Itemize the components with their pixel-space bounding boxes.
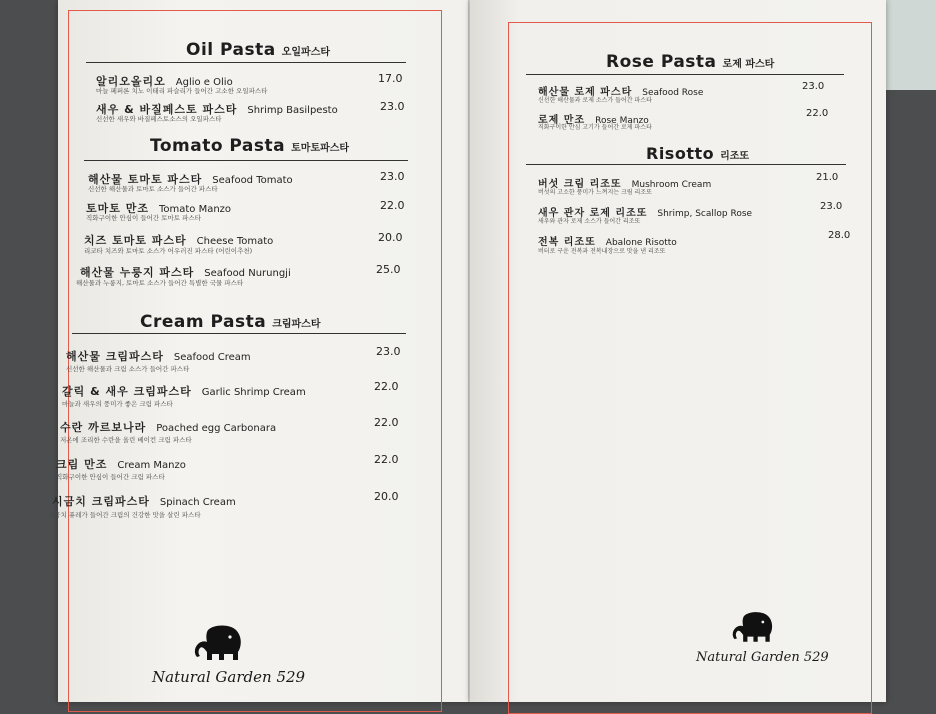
menu-item: 치즈 토마토 파스타 Cheese Tomato [84, 234, 274, 247]
price: 23.0 [802, 81, 825, 92]
brand-name: Natural Garden 529 [152, 668, 306, 686]
menu-item: 전복 리조또 Abalone Risotto [538, 237, 677, 248]
price: 21.0 [816, 172, 839, 183]
price: 22.0 [374, 453, 399, 466]
menu-item: 시금치 크림파스타 Spinach Cream [52, 495, 236, 508]
price: 17.0 [378, 72, 403, 85]
menu-item: 새우 관자 로제 리조또 Shrimp, Scallop Rose [538, 208, 753, 219]
elephant-icon [194, 624, 250, 664]
divider [526, 74, 844, 75]
price: 22.0 [374, 416, 399, 429]
item-description: 신선한 해산물과 토마토 소스가 들어간 파스타 [88, 185, 218, 193]
item-description: 신선한 해산물과 로제 소스가 들어간 파스타 [538, 97, 652, 104]
menu-item: 해산물 크림파스타 Seafood Cream [66, 350, 251, 363]
section-title-risotto: Risotto 리조또 [646, 144, 750, 163]
item-description: 버섯의 고소한 풍미가 느껴지는 크림 리조또 [538, 189, 652, 196]
item-description: 리코타 치즈와 토마토 소스가 어우러진 파스타 (어린이추천) [84, 247, 253, 255]
divider [526, 164, 846, 165]
section-title-oil-pasta: Oil Pasta 오일파스타 [186, 40, 331, 60]
divider [86, 62, 406, 63]
item-description: 새우와 관자 로제 소스가 들어간 리조또 [538, 218, 641, 225]
menu-item: 알리오올리오 Aglio e Olio [96, 75, 233, 88]
menu-item: 해산물 로제 파스타 Seafood Rose [538, 87, 704, 98]
price: 20.0 [378, 231, 403, 244]
section-title-tomato-pasta: Tomato Pasta 토마토파스타 [150, 136, 350, 156]
item-description: 버터로 구운 전복과 전복내장으로 맛을 낸 리조또 [538, 248, 666, 255]
item-description: 직화구이한 안심 고기가 들어간 로제 파스타 [538, 124, 652, 131]
price: 23.0 [820, 201, 843, 212]
brand-name: Natural Garden 529 [696, 650, 829, 665]
price: 23.0 [376, 345, 401, 358]
item-description: 마늘 페퍼론 치노 이태리 파슬리가 들어간 고소한 오일파스타 [96, 87, 268, 95]
menu-item: 새우 & 바질페스토 파스타 Shrimp Basilpesto [96, 103, 338, 116]
item-description: 직화구이한 안심이 들어간 크림 파스타 [56, 473, 165, 481]
divider [84, 160, 408, 161]
price: 23.0 [380, 170, 405, 183]
menu-item: 해산물 토마토 파스타 Seafood Tomato [88, 173, 293, 186]
price: 22.0 [374, 380, 399, 393]
divider [72, 333, 406, 334]
menu-item: 갈릭 & 새우 크림파스타 Garlic Shrimp Cream [62, 385, 306, 398]
section-title-rose-pasta: Rose Pasta 로제 파스타 [606, 52, 775, 72]
menu-page-left [48, 0, 470, 702]
menu-page-right [470, 0, 886, 702]
price: 22.0 [806, 108, 829, 119]
item-description: 해산물과 누룽지, 토마토 소스가 들어간 특별한 국물 파스타 [76, 279, 244, 287]
price: 20.0 [374, 490, 399, 503]
menu-item: 수란 까르보나라 Poached egg Carbonara [60, 421, 277, 434]
price: 25.0 [376, 263, 401, 276]
price: 23.0 [380, 100, 405, 113]
price: 22.0 [380, 199, 405, 212]
section-title-cream-pasta: Cream Pasta 크림파스타 [140, 312, 321, 332]
elephant-icon [732, 610, 780, 646]
item-description: 신선한 새우와 바질페스토소스의 오일파스타 [96, 115, 222, 123]
item-description: 마늘과 새우의 풍미가 좋은 크림 파스타 [62, 400, 173, 408]
item-description: 시금치 퓨레가 들어간 크림의 건강한 맛을 살린 파스타 [48, 511, 201, 519]
menu-item: 버섯 크림 리조또 Mushroom Cream [538, 179, 712, 190]
item-description: 신선한 해산물과 크림 소스가 들어간 파스타 [66, 365, 190, 373]
menu-item: 로제 만조 Rose Manzo [538, 115, 649, 126]
menu-item: 해산물 누룽지 파스타 Seafood Nurungji [80, 266, 291, 279]
item-description: 직화구이한 안심이 들어간 토마토 파스타 [86, 214, 202, 222]
menu-item: 토마토 만조 Tomato Manzo [86, 202, 232, 215]
menu-item: 크림 만조 Cream Manzo [56, 458, 186, 471]
item-description: 저온에 조리한 수란을 올린 베이컨 크림 파스타 [60, 436, 192, 444]
price: 28.0 [828, 230, 851, 241]
